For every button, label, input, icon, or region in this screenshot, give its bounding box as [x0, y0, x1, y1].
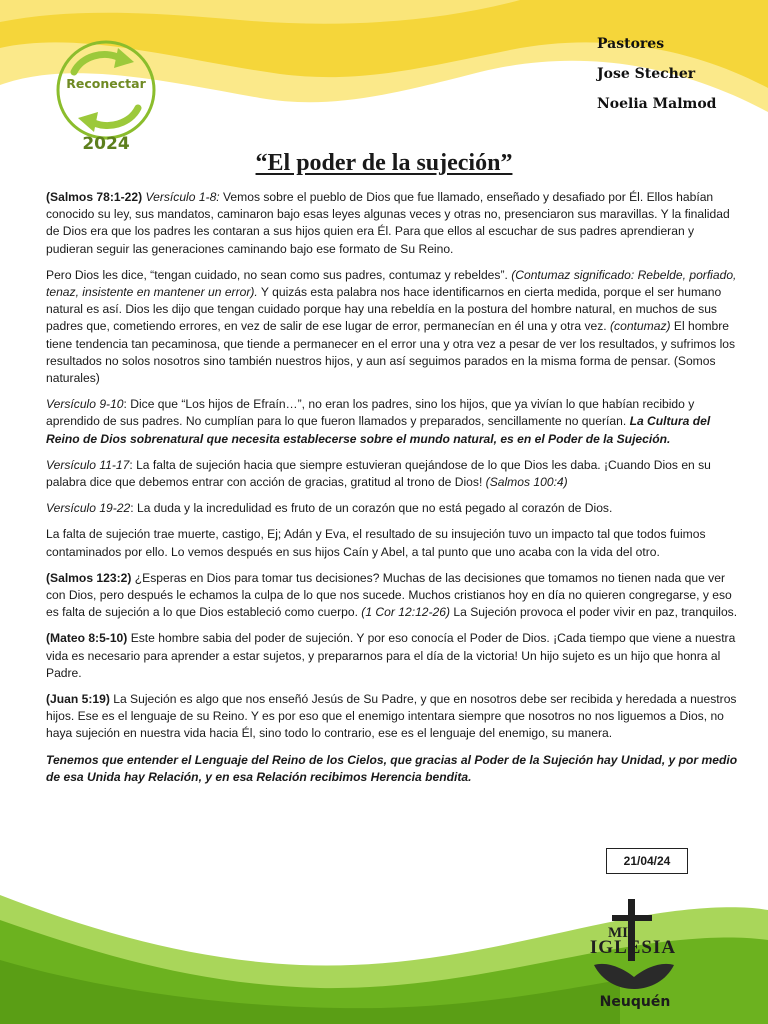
city-name: Neuquén: [599, 994, 671, 1010]
sermon-body: [46, 189, 744, 795]
church-logo: [588, 895, 678, 995]
closing-paragraph: Tenemos que entender el Lenguaje del Reino de los Cielos, que gracias al Poder de la Sujeción hay Unidad, y por medio de esa Unida hay Relación, y en esa Relación recibimos Herencia bendita.: [46, 752, 738, 784]
paragraph-7: (Salmos 123:2) ¿Esperas en Dios para tomar tus decisiones? Muchas de las decisiones que tomamos no tienen nada que ver con Dios, pero después le echamos la culpa de lo que nos sucede. Muchos cristianos hoy en día no quieren congregarse, y eso es falta de sujeción a lo que Dios estableció como cuerpo. (1 Cor 12:12-26) La Sujeción provoca el poder vivir en paz, tranquilos.: [46, 570, 738, 620]
pastors-block: [597, 34, 757, 124]
paragraph-6: La falta de sujeción trae muerte, castigo, Ej; Adán y Eva, el resultado de su insujeción tuvo un impacto tal que todos fuimos contaminados por ello. Lo vemos después en sus hijos Caín y Abel, a tal punto que uno acaba con la vida del otro.: [46, 527, 706, 559]
paragraph-1: (Salmos 78:1-22) Versículo 1-8: Vemos sobre el pueblo de Dios que fue llamado, enseñado y desafiado por Él. Ellos habían conocido su ley, sus mandatos, caminaron bajo esas leyes algunas veces y otras no, presenciaron sus maravillas. Y la finalidad de Dios era que los padres les contaran a sus hijos quien era Él. Para que ellos al escuchar de sus padres aprendieran y pudieran seguir las generaciones caminando bajo ese formato de Su Reino.: [46, 190, 730, 256]
pastor-name-2: Noelia Malmod: [597, 96, 717, 112]
pastors-heading: Pastores: [597, 36, 665, 52]
reconectar-logo: [54, 38, 160, 154]
paragraph-8: (Mateo 8:5-10) Este hombre sabia del poder de sujeción. Y por eso conocía el Poder de Dios. ¡Cada tiempo que viene a nuestra vida es necesario para aprender a estar sujetos, y prepararnos para el día de la victoria! Un hijo sujeto es un hijo que honra al Padre.: [46, 631, 736, 680]
pastor-name-1: Jose Stecher: [597, 66, 696, 82]
paragraph-3: Versículo 9-10: Dice que “Los hijos de Efraín…”, no eran los padres, sino los hijos, que ya vivían lo que habían recibido y aprendido de sus padres. No cumplían para lo que fueron llamados y preparados, sencillamente no querían. La Cultura del Reino de Dios sobrenatural que necesita establecerse sobre el mundo natural, es en el Poder de la Sujeción.: [46, 397, 711, 446]
page-title: “El poder de la sujeción”: [255, 150, 513, 176]
church-word: IGLESIA: [589, 937, 677, 958]
paragraph-9: (Juan 5:19) La Sujeción es algo que nos enseñó Jesús de Su Padre, y que en nosotros debe ser recibida y heredada a nuestros hijos. Ese es el lenguaje de su Reino. Y es por eso que el enemigo intentara siempre que nosotros no nos liguemos a Dios, no haya sujeción en nuestra vida hacia Él, sino todo lo contrario, ese es el lenguaje del enemigo, su manera.: [46, 692, 737, 741]
paragraph-5: Versículo 19-22: La duda y la incredulidad es fruto de un corazón que no está pegado al corazón de Dios.: [46, 501, 613, 516]
logo-year: 2024: [82, 134, 130, 154]
logo-word: Reconectar: [66, 76, 146, 91]
paragraph-2: Pero Dios les dice, “tengan cuidado, no sean como sus padres, contumaz y rebeldes”. (Contumaz significado: Rebelde, porfiado, tenaz, insistente en mantener un error). Y quizás esta palabra nos hace identificarnos en cierta medida, porque el ser humano natural es así. Dios les dijo que tengan cuidado porque hay una rebeldía en la postura del hombre natural, en muchos de sus padres que, cometiendo errores, en vez de salir de ese lugar de error, permanecían en él una y otra vez. (contumaz) El hombre tiene tendencia tan pecaminosa, que tiende a permanecer en el error una y otra vez a pesar de ver los resultados, y sufrimos los resultados no solos nosotros sino también nuestros hijos, y aun así seguimos parados en la misma forma de pensar. (Somos naturales): [46, 267, 737, 386]
church-letters: MI: [608, 925, 628, 941]
date-box: 21/04/24: [606, 848, 688, 874]
paragraph-4: Versículo 11-17: La falta de sujeción hacia que siempre estuvieran quejándose de lo que Dios les daba. ¡Cuando Dios en su palabra dice que debemos entrar con acción de gracias, gratitud al trono de Dios! (Salmos 100:4): [46, 457, 711, 490]
